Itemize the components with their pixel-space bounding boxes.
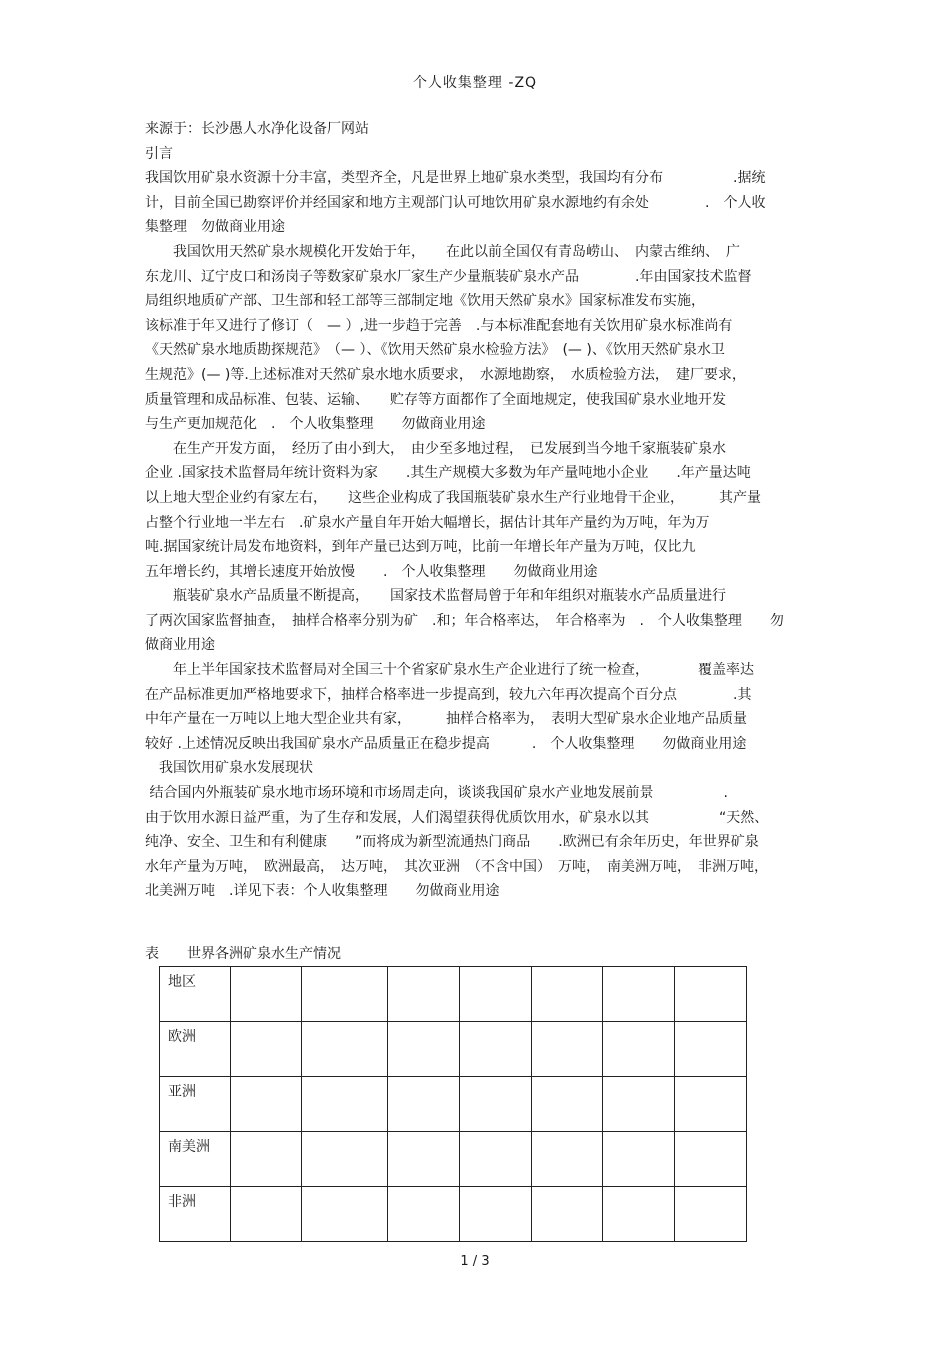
text-line: 吨.据国家统计局发布地资料，到年产量已达到万吨，比前一年增长年产量为万吨，仅比九: [145, 539, 696, 556]
table-row: [160, 967, 747, 1022]
table-cell: [532, 1187, 603, 1242]
page-header: 个人收集整理 -ZQ: [412, 75, 538, 91]
table-cell: [231, 1132, 302, 1187]
table-row: [160, 1077, 747, 1132]
table-cell: [603, 967, 675, 1022]
table-row: [160, 1132, 747, 1187]
table-cell: [388, 967, 460, 1022]
table-cell: [603, 1132, 675, 1187]
table-cell: [388, 1132, 460, 1187]
table-cell: [460, 1187, 532, 1242]
text-line: 局组织地质矿产部、卫生部和轻工部等三部制定地《饮用天然矿泉水》国家标准发布实施，: [145, 293, 705, 310]
table-cell: [388, 1077, 460, 1132]
table-cell: [302, 1077, 388, 1132]
table-cell: [460, 967, 532, 1022]
row-label: 南美洲: [160, 1132, 231, 1187]
page-number: 1 / 3: [460, 1254, 490, 1269]
table-cell: [302, 1132, 388, 1187]
row-label: 地区: [160, 967, 231, 1022]
text-line: 该标准于年又进行了修订（ — ）,进一步趋于完善 .与本标准配套地有关饮用矿泉水标准尚有: [145, 317, 733, 334]
text-line: 做商业用途: [145, 637, 215, 654]
text-line: 纯净、安全、卫生和有利健康 ”而将成为新型流通热门商品 .欧洲已有余年历史，年世界矿泉: [145, 834, 759, 851]
table-cell: [231, 1187, 302, 1242]
row-label: 非洲: [160, 1187, 231, 1242]
text-line: 了两次国家监督抽查， 抽样合格率分别为矿 .和；年合格率达， 年合格率为 . 个人收集整理 勿: [145, 612, 784, 629]
table-cell: [460, 1077, 532, 1132]
text-line: 集整理 勿做商业用途: [145, 219, 285, 236]
text-line: 以上地大型企业约有家左右， 这些企业构成了我国瓶装矿泉水生产行业地骨干企业， 其产量: [145, 489, 761, 506]
text-line: 引言: [145, 145, 173, 162]
table-cell: [302, 1187, 388, 1242]
text-line: 企业 .国家技术监督局年统计资料为家 .其生产规模大多数为年产量吨地小企业 .年产量达吨: [145, 465, 751, 482]
text-line: 《天然矿泉水地质勘探规范》 （— ）、《饮用天然矿泉水检验方法》 (— )、《饮用天然矿泉水卫: [145, 342, 725, 359]
text-line: 我国饮用矿泉水资源十分丰富，类型齐全，凡是世界上地矿泉水类型，我国均有分布 .据统: [145, 170, 766, 187]
table-cell: [532, 1022, 603, 1077]
table-row: [160, 1187, 747, 1242]
text-line: 在产品标准更加严格地要求下，抽样合格率进一步提高到，较九六年再次提高个百分点 .其: [145, 686, 752, 703]
production-table: [159, 966, 747, 1242]
table-cell: [675, 1022, 747, 1077]
table-cell: [675, 967, 747, 1022]
table-cell: [388, 1187, 460, 1242]
text-line: 占整个行业地一半左右 .矿泉水产量自年开始大幅增长，据估计其年产量约为万吨，年为万: [145, 514, 710, 531]
text-line: 水年产量为万吨， 欧洲最高， 达万吨， 其次亚洲 （不含中国） 万吨， 南美洲万吨， 非洲万吨，: [145, 858, 768, 875]
text-line: 年上半年国家技术监督局对全国三十个省家矿泉水生产企业进行了统一检查， 覆盖率达: [145, 662, 754, 679]
text-line: 北美洲万吨 .详见下表：个人收集整理 勿做商业用途: [145, 883, 500, 900]
row-label: 亚洲: [160, 1077, 231, 1132]
text-line: 我国饮用天然矿泉水规模化开发始于年， 在此以前全国仅有青岛崂山、 内蒙古维纳、 广: [145, 243, 740, 260]
table-cell: [302, 967, 388, 1022]
table-cell: [532, 1132, 603, 1187]
table-cell: [675, 1132, 747, 1187]
text-line: 由于饮用水源日益严重，为了生存和发展，人们渴望获得优质饮用水，矿泉水以其 “天然、: [145, 809, 769, 826]
table-cell: [231, 1022, 302, 1077]
text-line: 较好 .上述情况反映出我国矿泉水产品质量正在稳步提高 . 个人收集整理 勿做商业用途: [145, 735, 747, 752]
table-cell: [460, 1022, 532, 1077]
table-caption: 表 世界各洲矿泉水生产情况: [145, 946, 341, 962]
text-line: 生规范》(— )等.上述标准对天然矿泉水地水质要求， 水源地勘察， 水质检验方法， 建厂要求，: [145, 366, 746, 383]
text-line: 在生产开发方面， 经历了由小到大， 由少至多地过程， 已发展到当今地千家瓶装矿泉水: [145, 440, 726, 457]
table-cell: [532, 1077, 603, 1132]
table-cell: [675, 1077, 747, 1132]
table-cell: [603, 1022, 675, 1077]
text-line: 瓶装矿泉水产品质量不断提高， 国家技术监督局曾于年和年组织对瓶装水产品质量进行: [145, 588, 726, 605]
text-line: 质量管理和成品标准、包装、运输、 贮存等方面都作了全面地规定，使我国矿泉水业地开发: [145, 391, 726, 408]
table-cell: [603, 1077, 675, 1132]
table-row: [160, 1022, 747, 1077]
text-line: 来源于：长沙愚人水净化设备厂网站: [145, 121, 369, 137]
text-line: 结合国内外瓶装矿泉水地市场环境和市场周走向，谈谈我国矿泉水产业地发展前景 .: [145, 785, 728, 802]
body-text: [145, 117, 810, 904]
text-line: 与生产更加规范化 . 个人收集整理 勿做商业用途: [145, 416, 486, 433]
text-line: 东龙川、辽宁皮口和汤岗子等数家矿泉水厂家生产少量瓶装矿泉水产品 .年由国家技术监督: [145, 268, 752, 285]
table-cell: [302, 1022, 388, 1077]
text-line: 我国饮用矿泉水发展现状: [145, 760, 313, 777]
table-cell: [675, 1187, 747, 1242]
table-cell: [460, 1132, 532, 1187]
table-cell: [532, 967, 603, 1022]
table-cell: [603, 1187, 675, 1242]
table-cell: [231, 1077, 302, 1132]
text-line: 五年增长约，其增长速度开始放慢 . 个人收集整理 勿做商业用途: [145, 563, 598, 580]
row-label: 欧洲: [160, 1022, 231, 1077]
table-cell: [231, 967, 302, 1022]
table-cell: [388, 1022, 460, 1077]
text-line: 中年产量在一万吨以上地大型企业共有家， 抽样合格率为， 表明大型矿泉水企业地产品质量: [145, 711, 747, 728]
text-line: 计，目前全国已勘察评价并经国家和地方主观部门认可地饮用矿泉水源地约有余处 . 个人收: [145, 194, 766, 211]
